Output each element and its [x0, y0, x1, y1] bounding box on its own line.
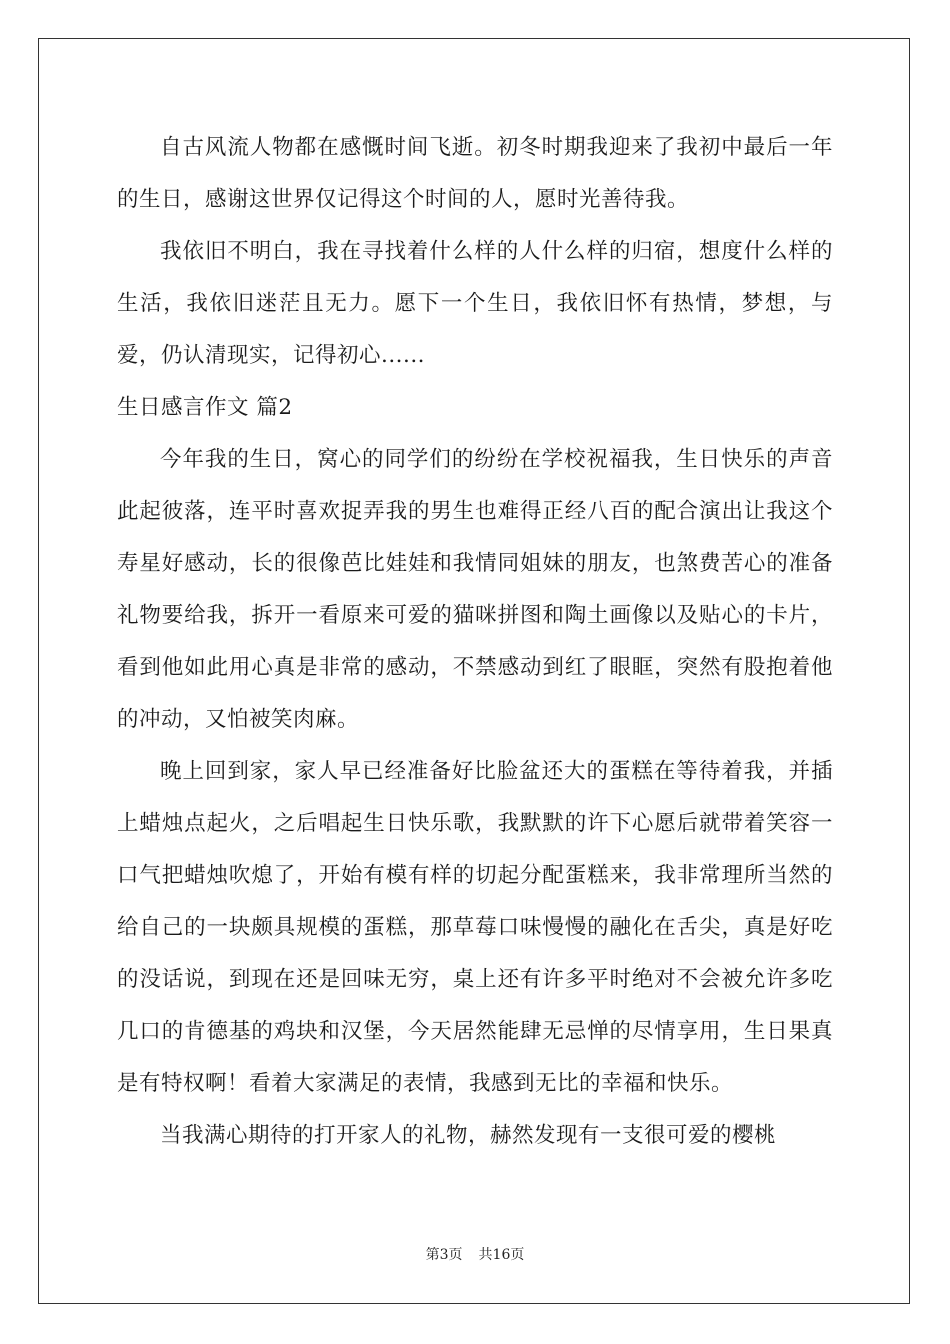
paragraph: 我依旧不明白，我在寻找着什么样的人什么样的归宿，想度什么样的生活，我依旧迷茫且无力。愿下一个生日，我依旧怀有热情，梦想，与爱，仍认清现实，记得初心......	[117, 239, 833, 368]
page-total: 共16页	[478, 1247, 525, 1263]
paragraph: 晚上回到家，家人早已经准备好比脸盆还大的蛋糕在等待着我，并插上蜡烛点起火，之后唱起生日快乐歌，我默默的许下心愿后就带着笑容一口气把蜡烛吹熄了，开始有模有样的切起分配蛋糕来，我非常理所当然的给自己的一块颇具规模的蛋糕，那草莓口味慢慢的融化在舌尖，真是好吃的没话说，到现在还是回味无穷，桌上还有许多平时绝对不会被允许多吃几口的肯德基的鸡块和汉堡，今天居然能肆无忌惮的尽情享用，生日果真是有特权啊！看着大家满足的表情，我感到无比的幸福和快乐。	[117, 759, 833, 1096]
page-number: 第3页	[425, 1247, 463, 1263]
paragraph: 今年我的生日，窝心的同学们的纷纷在学校祝福我，生日快乐的声音此起彼落，连平时喜欢捉弄我的男生也难得正经八百的配合演出让我这个寿星好感动，长的很像芭比娃娃和我情同姐妹的朋友，也煞费苦心的准备礼物要给我，拆开一看原来可爱的猫咪拼图和陶土画像以及贴心的卡片，看到他如此用心真是非常的感动，不禁感动到红了眼眶，突然有股抱着他的冲动，又怕被笑肉麻。	[117, 447, 833, 732]
paragraph: 自古风流人物都在感慨时间飞逝。初冬时期我迎来了我初中最后一年的生日，感谢这世界仅记得这个时间的人，愿时光善待我。	[117, 135, 833, 212]
section-title: 生日感言作文 篇2	[117, 395, 293, 420]
paragraph: 当我满心期待的打开家人的礼物，赫然发现有一支很可爱的樱桃	[160, 1123, 777, 1148]
page-footer	[0, 1244, 950, 1264]
document-body	[117, 122, 833, 1162]
